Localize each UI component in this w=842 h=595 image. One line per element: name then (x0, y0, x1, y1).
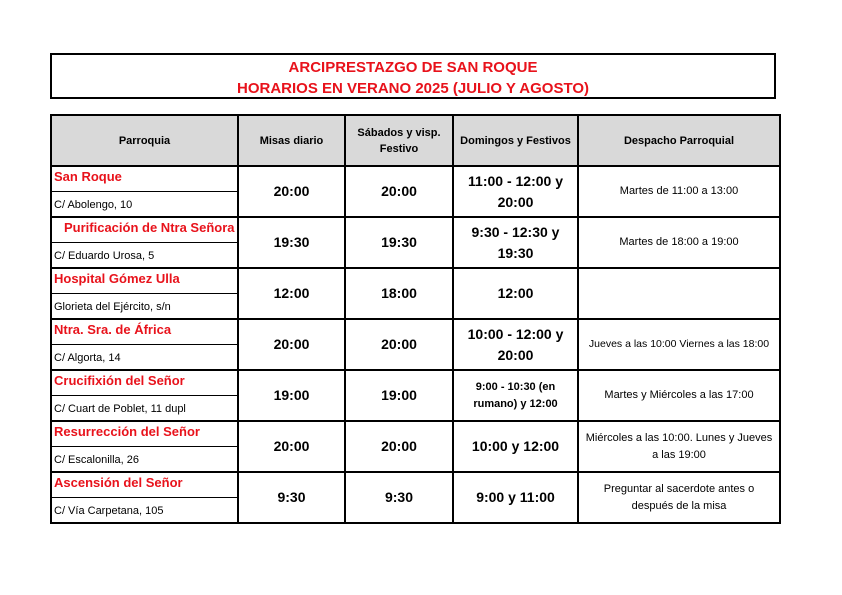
sabados-cell: 19:30 (345, 217, 453, 268)
sabados-cell: 20:00 (345, 319, 453, 370)
parish-cell (51, 217, 238, 268)
despacho-cell (578, 268, 780, 319)
parish-address: C/ Cuart de Poblet, 11 dupl (54, 403, 186, 415)
misas-diario-cell: 12:00 (238, 268, 345, 319)
parish-name: Crucifixión del Señor (52, 371, 237, 396)
parish-address: C/ Abolengo, 10 (54, 199, 133, 211)
parish-cell (51, 268, 238, 319)
domingos-cell: 10:00 y 12:00 (453, 421, 578, 472)
parish-address: C/ Escalonilla, 26 (54, 454, 139, 466)
table-row (51, 319, 780, 370)
parish-name: Purificación de Ntra Señora (52, 218, 237, 243)
parish-cell (51, 370, 238, 421)
domingos-cell: 12:00 (453, 268, 578, 319)
despacho-cell: Preguntar al sacerdote antes o después de la misa (578, 472, 780, 523)
parish-cell (51, 421, 238, 472)
misas-diario-cell: 19:30 (238, 217, 345, 268)
table-row (51, 268, 780, 319)
domingos-cell: 9:00 y 11:00 (453, 472, 578, 523)
misas-diario-cell: 19:00 (238, 370, 345, 421)
table-row (51, 217, 780, 268)
parish-name: Resurrección del Señor (52, 422, 237, 447)
header-despacho: Despacho Parroquial (578, 115, 780, 166)
parish-address: C/ Eduardo Urosa, 5 (54, 250, 155, 262)
header-misas-diario: Misas diario (238, 115, 345, 166)
table-row (51, 166, 780, 217)
domingos-cell: 9:30 - 12:30 y 19:30 (453, 217, 578, 268)
despacho-cell: Miércoles a las 10:00. Lunes y Jueves a las 19:00 (578, 421, 780, 472)
header-sabados: Sábados y visp. Festivo (345, 115, 453, 166)
schedule-table (50, 114, 781, 524)
parish-address: Glorieta del Ejército, s/n (54, 301, 171, 313)
document-title-box (50, 53, 776, 99)
domingos-cell: 9:00 - 10:30 (en rumano) y 12:00 (453, 370, 578, 421)
parish-name: Hospital Gómez Ulla (52, 269, 237, 294)
title-line-1: ARCIPRESTAZGO DE SAN ROQUE (288, 59, 538, 76)
header-domingos: Domingos y Festivos (453, 115, 578, 166)
domingos-cell: 10:00 - 12:00 y 20:00 (453, 319, 578, 370)
despacho-cell: Martes y Miércoles a las 17:00 (578, 370, 780, 421)
parish-address: C/ Algorta, 14 (54, 352, 121, 364)
sabados-cell: 18:00 (345, 268, 453, 319)
domingos-cell: 11:00 - 12:00 y 20:00 (453, 166, 578, 217)
table-header-row (51, 115, 780, 166)
parish-name: Ascensión del Señor (52, 473, 237, 498)
title-line-2: HORARIOS EN VERANO 2025 (JULIO Y AGOSTO) (236, 80, 590, 97)
sabados-cell: 19:00 (345, 370, 453, 421)
table-row (51, 421, 780, 472)
parish-cell (51, 319, 238, 370)
despacho-cell: Jueves a las 10:00 Viernes a las 18:00 (578, 319, 780, 370)
sabados-cell: 20:00 (345, 166, 453, 217)
parish-name: Ntra. Sra. de África (52, 320, 237, 345)
misas-diario-cell: 20:00 (238, 319, 345, 370)
misas-diario-cell: 20:00 (238, 421, 345, 472)
parish-name: San Roque (52, 167, 237, 192)
parish-cell (51, 472, 238, 523)
despacho-cell: Martes de 11:00 a 13:00 (578, 166, 780, 217)
header-parroquia: Parroquia (51, 115, 238, 166)
sabados-cell: 9:30 (345, 472, 453, 523)
sabados-cell: 20:00 (345, 421, 453, 472)
despacho-cell: Martes de 18:00 a 19:00 (578, 217, 780, 268)
table-row (51, 370, 780, 421)
table-row (51, 472, 780, 523)
parish-address: C/ Vía Carpetana, 105 (54, 505, 164, 517)
misas-diario-cell: 9:30 (238, 472, 345, 523)
parish-cell (51, 166, 238, 217)
misas-diario-cell: 20:00 (238, 166, 345, 217)
